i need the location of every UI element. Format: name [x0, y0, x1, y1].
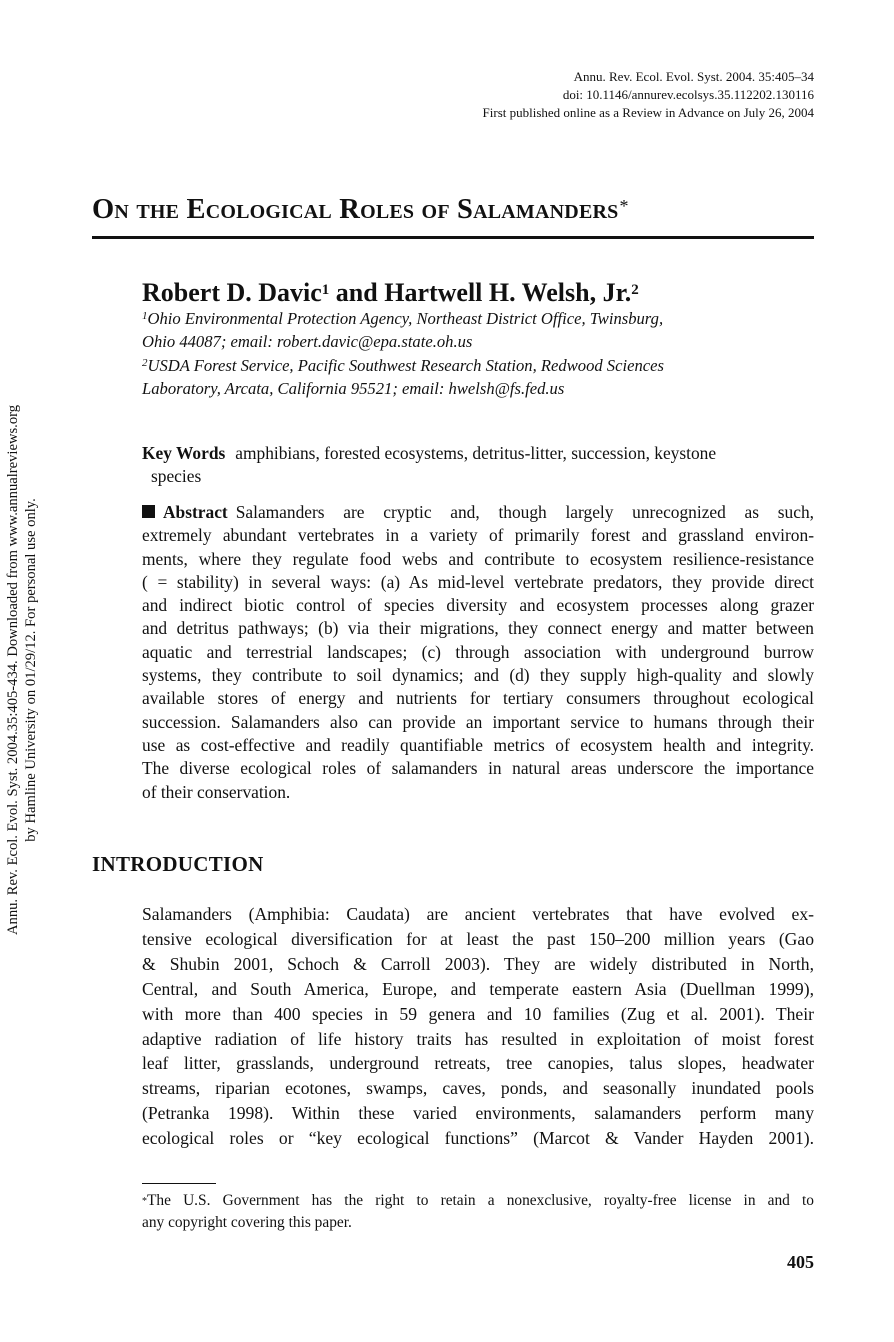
body-line: adaptive radiation of life history traits has resulted in exploitation of moist forest	[142, 1028, 814, 1049]
abstract-line: aquatic and terrestrial landscapes; (c) through association with underground burrow	[142, 641, 814, 662]
footnote-line-1-text: The U.S. Government has the right to retain a nonexclusive, royalty-free license in and to	[147, 1192, 814, 1209]
author-joiner: and	[329, 278, 385, 307]
download-notice	[4, 368, 44, 972]
abstract-line	[142, 501, 814, 524]
abstract-line: ments, where they regulate food webs and contribute to ecosystem resilience-resistance	[142, 548, 814, 569]
abstract-line: available stores of energy and nutrients for tertiary consumers throughout ecological	[142, 688, 814, 709]
article-title	[92, 188, 629, 232]
author-line	[142, 276, 639, 310]
affiliation-2-mark: 2	[142, 356, 148, 369]
footnote-line-2: any copyright covering this paper.	[142, 1213, 352, 1231]
affiliation-1-mark: 1	[142, 310, 148, 322]
title-rule	[92, 236, 814, 239]
square-bullet-icon	[142, 505, 155, 518]
footnote-line-1	[142, 1190, 814, 1212]
body-line: tensive ecological diversification for at least the past 150–200 million years (Gao	[142, 928, 814, 949]
body-line: Salamanders (Amphibia: Caudata) are ancient vertebrates that have evolved ex-	[142, 904, 814, 924]
affiliation-2-line-2: Laboratory, Arcata, California 95521; email: hwelsh@fs.fed.us	[142, 379, 565, 399]
abstract-line: systems, they contribute to soil dynamics; and (d) they supply high-quality and slowly	[142, 665, 814, 686]
affiliation-1-line-2: Ohio 44087; email: robert.davic@epa.state.oh.us	[142, 332, 473, 352]
key-words-line-2: species	[151, 466, 202, 487]
abstract-line-text: Salamanders are cryptic and, though largely unrecognized as such,	[235, 502, 814, 522]
journal-citation: Annu. Rev. Ecol. Evol. Syst. 2004. 35:405–34	[573, 69, 814, 84]
author-2: Hartwell H. Welsh, Jr.	[384, 278, 632, 307]
title-footnote-mark: *	[619, 196, 629, 216]
body-line: & Shubin 2001, Schoch & Carroll 2003). They are widely distributed in North,	[142, 953, 814, 974]
download-notice-line-2: by Hamline University on 01/29/12. For personal use only.	[23, 498, 39, 842]
publication-note: First published online as a Review in Advance on July 26, 2004	[482, 105, 814, 120]
doi: doi: 10.1146/annurev.ecolsys.35.112202.130116	[562, 87, 814, 102]
download-notice-line-1: Annu. Rev. Ecol. Evol. Syst. 2004.35:405-434. Downloaded from www.annualreviews.org	[5, 404, 21, 936]
author-2-affiliation-mark: 2	[631, 282, 639, 298]
introduction-body	[142, 902, 814, 1151]
body-line: leaf litter, grasslands, underground retreats, tree canopies, talus slopes, headwater	[142, 1053, 814, 1074]
abstract-line: extremely abundant vertebrates in a variety of primarily forest and grassland environ-	[142, 525, 814, 546]
abstract-line: use as cost-effective and readily quantifiable metrics of ecosystem health and integrity.	[142, 734, 814, 755]
abstract	[142, 501, 814, 804]
body-line: (Petranka 1998). Within these varied environments, salamanders perform many	[142, 1103, 814, 1124]
author-1-affiliation-mark: 1	[321, 282, 330, 298]
body-line: ecological roles or “key ecological functions” (Marcot & Vander Hayden 2001).	[142, 1128, 814, 1149]
key-words	[142, 442, 814, 489]
affiliation-2-line-1	[142, 354, 822, 377]
key-words-label: Key Words	[142, 443, 226, 463]
body-line: with more than 400 species in 59 genera and 10 families (Zug et al. 2001). Their	[142, 1003, 814, 1024]
section-heading-introduction: INTRODUCTION	[92, 852, 264, 876]
affiliation-1-text: Ohio Environmental Protection Agency, Northeast District Office, Twinsburg,	[147, 309, 664, 328]
footnote-mark: *	[142, 1196, 147, 1207]
abstract-line: The diverse ecological roles of salamanders in natural areas underscore the importance	[142, 758, 814, 779]
page-number: 405	[787, 1252, 814, 1272]
footnote	[142, 1190, 814, 1234]
affiliation-1-line-1	[142, 307, 822, 330]
abstract-line: ( = stability) in several ways: (a) As mid-level vertebrate predators, they provide direct	[142, 571, 814, 592]
abstract-label: Abstract	[163, 502, 228, 522]
body-line: streams, riparian ecotones, swamps, caves, ponds, and seasonally inundated pools	[142, 1078, 814, 1099]
footnote-rule	[142, 1183, 216, 1184]
abstract-line: and detritus pathways; (b) via their migrations, they connect energy and matter between	[142, 618, 814, 639]
affiliations	[142, 307, 822, 401]
affiliation-2-text: USDA Forest Service, Pacific Southwest Research Station, Redwood Sciences	[147, 355, 664, 375]
article-title-text: On the Ecological Roles of Salamanders	[92, 194, 619, 225]
abstract-line: succession. Salamanders also can provide an important service to humans through their	[142, 711, 814, 732]
author-1: Robert D. Davic	[142, 278, 322, 307]
abstract-line: and indirect biotic control of species diversity and ecosystem processes along grazer	[142, 595, 814, 616]
abstract-line: of their conservation.	[142, 781, 291, 802]
key-words-text: amphibians, forested ecosystems, detritus-litter, succession, keystone	[235, 443, 717, 463]
body-line: Central, and South America, Europe, and temperate eastern Asia (Duellman 1999),	[142, 978, 814, 999]
key-words-line-1	[142, 442, 814, 465]
journal-citation-block	[483, 68, 814, 122]
